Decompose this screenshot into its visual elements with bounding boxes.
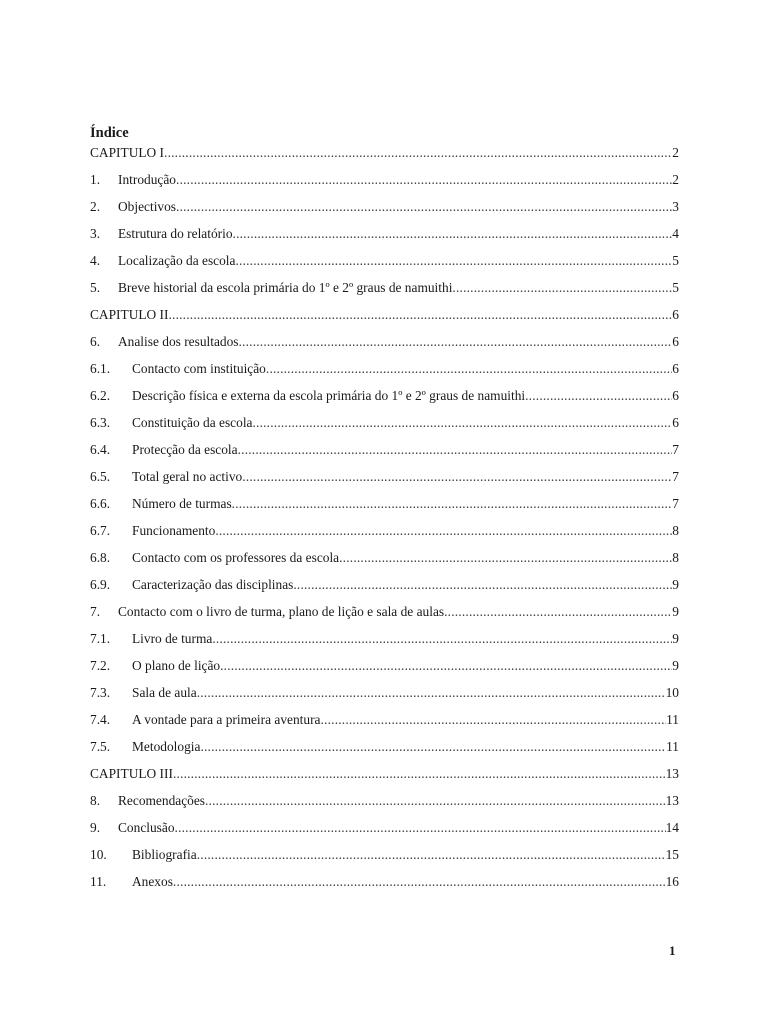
toc-dot-leader	[252, 413, 672, 433]
toc-entry-page: 10	[665, 685, 679, 700]
toc-entry-page: 3	[672, 199, 679, 214]
toc-entry[interactable]	[90, 278, 679, 305]
toc-entry-number: 7.3.	[90, 685, 111, 700]
toc-entry-number: 7.4.	[90, 712, 111, 727]
toc-entry-label: O plano de lição	[132, 658, 221, 673]
toc-entry[interactable]	[90, 845, 679, 872]
toc-entry-label: Contacto com o livro de turma, plano de lição e sala de aulas	[118, 604, 445, 619]
toc-entry-label: CAPITULO I	[90, 145, 165, 160]
toc-entry-label: Recomendações	[118, 793, 205, 808]
toc-entry[interactable]	[90, 872, 679, 899]
toc-dot-leader	[176, 197, 672, 217]
toc-entry-label: Número de turmas	[132, 496, 232, 511]
toc-dot-leader	[239, 332, 673, 352]
toc-entry-label: Estrutura do relatório	[118, 226, 233, 241]
toc-entry-number: 7.	[90, 604, 101, 619]
toc-entry-label: Localização da escola	[118, 253, 236, 268]
toc-entry[interactable]	[90, 548, 679, 575]
toc-dot-leader	[173, 872, 666, 892]
toc-dot-leader	[173, 764, 666, 784]
toc-entry[interactable]	[90, 251, 679, 278]
toc-entry-label: Sala de aula	[132, 685, 197, 700]
toc-dot-leader	[220, 656, 672, 676]
toc-entry-page: 14	[665, 820, 679, 835]
toc-entry-page: 2	[672, 145, 679, 160]
toc-entry-page: 8	[672, 550, 679, 565]
toc-entry[interactable]	[90, 386, 679, 413]
toc-entry-page: 5	[672, 280, 679, 295]
toc-entry[interactable]	[90, 224, 679, 251]
table-of-contents	[90, 143, 679, 899]
toc-entry[interactable]	[90, 143, 679, 170]
toc-entry-page: 8	[672, 523, 679, 538]
toc-entry-number: 6.2.	[90, 388, 111, 403]
toc-entry-number: 6.5.	[90, 469, 111, 484]
toc-entry[interactable]	[90, 683, 679, 710]
toc-entry-page: 9	[672, 658, 679, 673]
toc-dot-leader	[197, 683, 666, 703]
toc-entry-number: 6.1.	[90, 361, 111, 376]
toc-dot-leader	[525, 386, 672, 406]
toc-entry-number: 9.	[90, 820, 101, 835]
toc-dot-leader	[164, 143, 672, 163]
toc-entry[interactable]	[90, 764, 679, 791]
toc-entry-number: 6.3.	[90, 415, 111, 430]
toc-entry-label: Bibliografia	[132, 847, 197, 862]
toc-dot-leader	[176, 170, 672, 190]
toc-entry-page: 7	[672, 469, 679, 484]
toc-entry-page: 11	[666, 739, 679, 754]
toc-entry-page: 5	[672, 253, 679, 268]
toc-entry[interactable]	[90, 521, 679, 548]
toc-dot-leader	[200, 737, 666, 757]
toc-entry-page: 11	[666, 712, 679, 727]
toc-entry-label: Livro de turma	[132, 631, 213, 646]
toc-entry-number: 8.	[90, 793, 101, 808]
toc-dot-leader	[197, 845, 666, 865]
toc-entry[interactable]	[90, 629, 679, 656]
toc-dot-leader	[321, 710, 667, 730]
toc-entry-page: 6	[672, 307, 679, 322]
toc-entry-page: 7	[672, 442, 679, 457]
toc-entry-page: 6	[672, 415, 679, 430]
toc-entry-number: 6.9.	[90, 577, 111, 592]
toc-entry-page: 6	[672, 361, 679, 376]
toc-entry-page: 9	[672, 577, 679, 592]
toc-dot-leader	[238, 440, 673, 460]
toc-dot-leader	[168, 305, 672, 325]
toc-entry-number: 6.6.	[90, 496, 111, 511]
toc-entry-number: 7.5.	[90, 739, 111, 754]
toc-dot-leader	[205, 791, 666, 811]
toc-entry[interactable]	[90, 305, 679, 332]
toc-entry-number: 3.	[90, 226, 101, 241]
toc-entry[interactable]	[90, 494, 679, 521]
toc-entry-label: Funcionamento	[132, 523, 216, 538]
toc-entry-label: Constituição da escola	[132, 415, 253, 430]
toc-entry-page: 9	[672, 604, 679, 619]
toc-entry[interactable]	[90, 332, 679, 359]
toc-entry-number: 11.	[90, 874, 107, 889]
toc-dot-leader	[215, 521, 672, 541]
toc-entry-label: Total geral no activo	[132, 469, 243, 484]
toc-entry-label: CAPITULO III	[90, 766, 173, 781]
toc-entry-page: 4	[672, 226, 679, 241]
toc-entry-label: Objectivos	[118, 199, 177, 214]
toc-entry-number: 7.2.	[90, 658, 111, 673]
toc-dot-leader	[242, 467, 672, 487]
toc-entry-number: 6.8.	[90, 550, 111, 565]
toc-entry-page: 6	[672, 334, 679, 349]
toc-entry-page: 2	[672, 172, 679, 187]
toc-entry-page: 13	[665, 766, 679, 781]
toc-entry-label: Contacto com os professores da escola	[132, 550, 340, 565]
toc-entry[interactable]	[90, 413, 679, 440]
toc-entry-number: 4.	[90, 253, 101, 268]
toc-dot-leader	[212, 629, 672, 649]
toc-dot-leader	[175, 818, 666, 838]
toc-entry-number: 6.	[90, 334, 101, 349]
toc-entry[interactable]	[90, 737, 679, 764]
toc-entry-label: CAPITULO II	[90, 307, 169, 322]
toc-dot-leader	[235, 251, 672, 271]
toc-entry-number: 6.4.	[90, 442, 111, 457]
toc-entry-page: 15	[665, 847, 679, 862]
toc-entry-label: Anexos	[132, 874, 173, 889]
toc-entry[interactable]	[90, 710, 679, 737]
toc-entry[interactable]	[90, 656, 679, 683]
toc-entry-number: 5.	[90, 280, 101, 295]
toc-entry-label: Analise dos resultados	[118, 334, 239, 349]
toc-entry[interactable]	[90, 791, 679, 818]
toc-entry-label: A vontade para a primeira aventura	[132, 712, 321, 727]
toc-entry-number: 2.	[90, 199, 101, 214]
toc-entry-label: Descrição física e externa da escola primária do 1º e 2º graus de namuithi	[132, 388, 526, 403]
toc-dot-leader	[452, 278, 672, 298]
toc-title: Índice	[90, 125, 129, 141]
toc-entry-number: 10.	[90, 847, 107, 862]
toc-entry-number: 7.1.	[90, 631, 111, 646]
toc-entry-page: 13	[665, 793, 679, 808]
toc-entry-page: 7	[672, 496, 679, 511]
toc-entry-number: 6.7.	[90, 523, 111, 538]
toc-entry[interactable]	[90, 467, 679, 494]
toc-entry[interactable]	[90, 359, 679, 386]
toc-entry-label: Metodologia	[132, 739, 201, 754]
toc-entry-number: 1.	[90, 172, 101, 187]
toc-entry-label: Contacto com instituição	[132, 361, 266, 376]
toc-dot-leader	[266, 359, 672, 379]
page-number: 1	[669, 943, 676, 958]
toc-entry-label: Caracterização das disciplinas	[132, 577, 294, 592]
toc-dot-leader	[444, 602, 672, 622]
toc-entry[interactable]	[90, 440, 679, 467]
toc-entry-label: Protecção da escola	[132, 442, 238, 457]
toc-dot-leader	[339, 548, 672, 568]
toc-entry[interactable]	[90, 197, 679, 224]
toc-entry-page: 9	[672, 631, 679, 646]
toc-entry-page: 6	[672, 388, 679, 403]
toc-entry[interactable]	[90, 170, 679, 197]
toc-entry-page: 16	[665, 874, 679, 889]
toc-entry-label: Introdução	[118, 172, 177, 187]
toc-entry[interactable]	[90, 602, 679, 629]
toc-dot-leader	[293, 575, 672, 595]
toc-entry-label: Conclusão	[118, 820, 175, 835]
toc-dot-leader	[233, 224, 673, 244]
toc-entry[interactable]	[90, 575, 679, 602]
toc-entry[interactable]	[90, 818, 679, 845]
toc-entry-label: Breve historial da escola primária do 1º e 2º graus de namuithi	[118, 280, 453, 295]
toc-dot-leader	[232, 494, 673, 514]
